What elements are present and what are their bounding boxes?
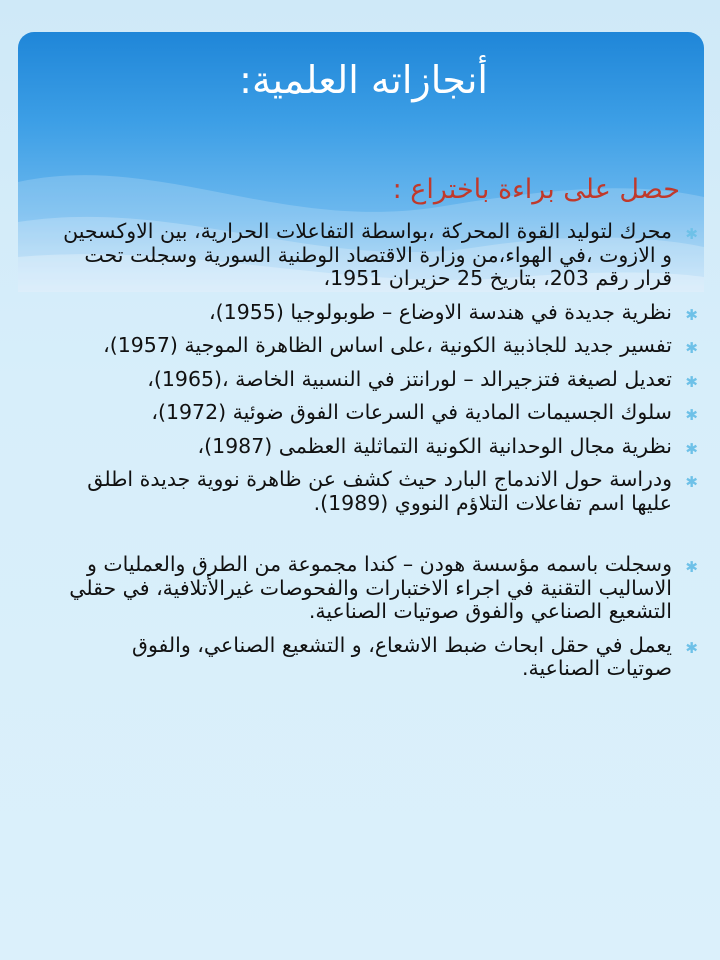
list-item	[62, 433, 698, 459]
list-item-text: سلوك الجسيمات المادية في السرعات الفوق ضوئية (1972)،	[151, 400, 672, 424]
bullet-icon: ✱	[685, 638, 698, 657]
list-item	[62, 400, 698, 425]
slide-subtitle: حصل على براءة باختراع :	[392, 174, 680, 205]
list-item	[62, 366, 698, 392]
bullet-icon: ✱	[685, 439, 698, 458]
bullet-icon: ✱	[685, 305, 698, 324]
list-item	[62, 632, 698, 681]
spacer	[62, 525, 672, 553]
bullet-icon: ✱	[685, 372, 698, 391]
list-item	[62, 552, 698, 624]
list-item	[62, 299, 698, 325]
bullet-icon: ✱	[685, 473, 698, 491]
list-item-text: تفسير جديد للجاذبية الكونية ،على اساس الظاهرة الموجية (1957)،	[103, 333, 672, 357]
list-item-text: يعمل في حقل ابحاث ضبط الاشعاع، و التشعيع الصناعي، والفوق صوتيات الصناعية.	[132, 632, 672, 680]
bullet-icon: ✱	[685, 406, 698, 424]
bullet-icon: ✱	[685, 225, 698, 243]
bullet-icon: ✱	[685, 558, 698, 576]
slide-title: أنجازاته العلمية:	[239, 58, 488, 102]
list-item	[62, 219, 698, 291]
list-item-text: نظرية مجال الوحدانية الكونية التماثلية العظمى (1987)،	[197, 433, 672, 458]
list-item-text: ودراسة حول الاندماج البارد حيث كشف عن ظاهرة نووية جديدة اطلق عليها اسم تفاعلات التلاؤم النووي (1989).	[87, 467, 672, 515]
list-item	[62, 467, 698, 515]
list-item-text: وسجلت باسمه مؤسسة هودن – كندا مجموعة من الطرق والعمليات و الاساليب التقنية في اجراء الاختبارات والفحوصات غيرالأتلافية، في حقلي التشعيع الصناعي والفوق صوتيات الصناعية.	[69, 552, 672, 623]
list-item-text: نظرية جديدة في هندسة الاوضاع – طوبولوجيا (1955)،	[209, 299, 672, 324]
list-item	[62, 333, 698, 358]
bullet-icon: ✱	[685, 339, 698, 357]
list-item-text: تعديل لصيغة فتزجيرالد – لورانتز في النسبية الخاصة ،(1965)،	[147, 366, 672, 391]
bullet-list	[62, 219, 698, 691]
list-item-text: محرك لتوليد القوة المحركة ،بواسطة التفاعلات الحرارية، بين الاوكسجين و الازوت ،في الهواء،من وزارة الاقتصاد الوطنية السورية وسجلت تحت قرار رقم 203، بتاريخ 25 حزيران 1951،	[63, 219, 672, 290]
